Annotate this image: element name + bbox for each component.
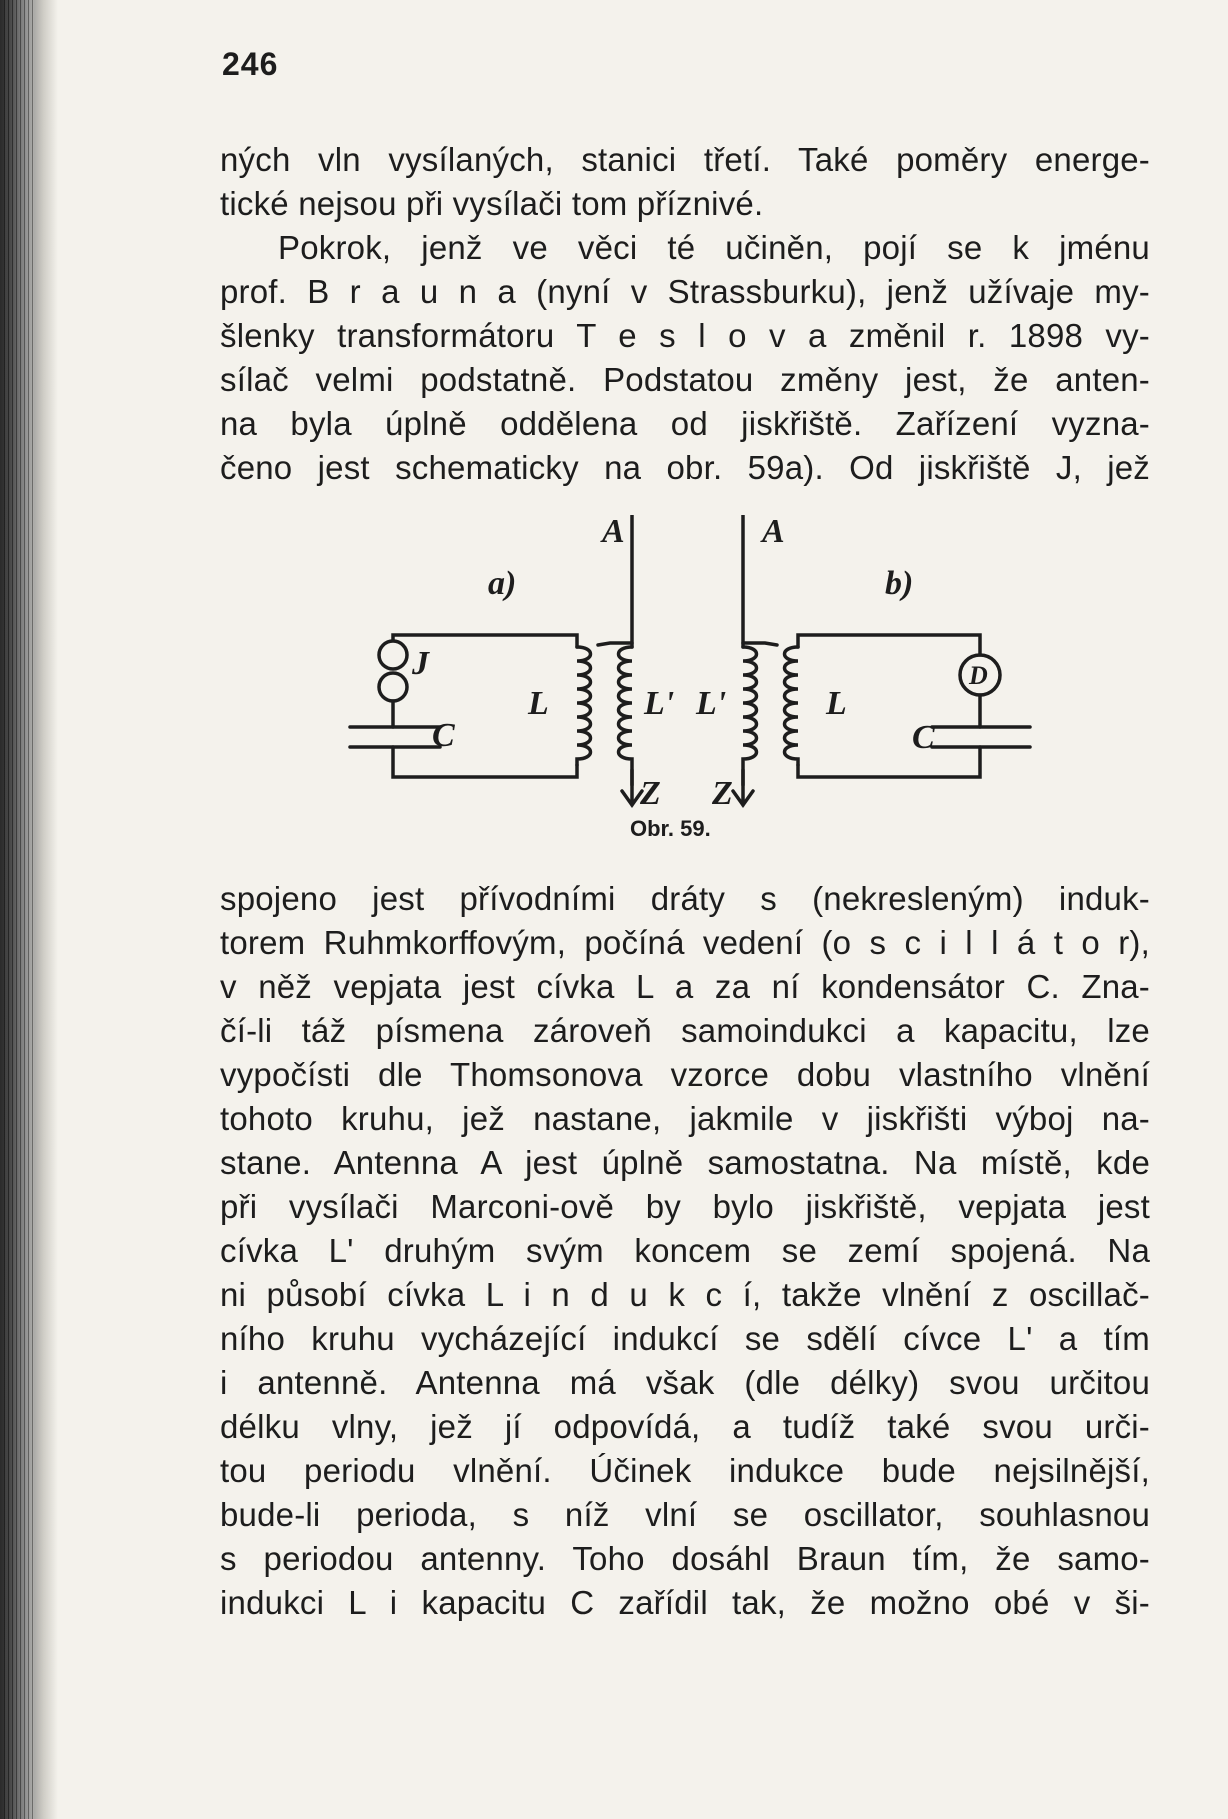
text-line: ných vln vysílaných, stanici třetí. Také poměry energe- [220,141,1150,178]
text-line: vypočísti dle Thomsonova vzorce dobu vlastního vlnění [220,1056,1150,1093]
text-line: prof. B r a u n a (nyní v Strassburku), jenž užívaje my- [220,273,1150,310]
text-line: stane. Antenna A jest úplně samostatna. Na místě, kde [220,1144,1150,1181]
coil-left-label: L [528,685,549,722]
text-line: čí-li táž písmena zároveň samoindukci a kapacitu, lze [220,1012,1150,1049]
text-line: při vysílači Marconi-ově by bylo jiskřiště, vepjata jest [220,1188,1150,1225]
spark-gap-ball-lower [379,673,407,701]
ground-left-arrow [622,770,642,805]
text-line: šlenky transformátoru T e s l o v a změnil r. 1898 vy- [220,317,1150,354]
text-line: Pokrok, jenž ve věci té učiněn, pojí se k jménu [278,229,1150,266]
circuit-diagram [340,515,1040,815]
text-line: indukci L i kapacitu C zařídil tak, že možno obé v ši- [220,1584,1150,1621]
text-line: s periodou antenny. Toho dosáhl Braun tím, že samo- [220,1540,1150,1577]
figure-label-b: b) [885,565,914,602]
figure-label-a: a) [488,565,517,602]
capacitor-right-label: C [912,719,935,756]
detector-label: D [969,661,988,690]
antenna-left-label: A [602,513,625,550]
text-line: ního kruhu vycházející indukcí se sdělí cívce L' a tím [220,1320,1150,1357]
ground-left-label: Z [640,775,661,812]
text-line: cívka L' druhým svým koncem se zemí spojená. Na [220,1232,1150,1269]
text-line: čeno jest schematicky na obr. 59a). Od jiskřiště J, jež [220,449,1150,486]
book-spine-shadow [0,0,58,1819]
text-line: ni působí cívka L i n d u k c í, takže vlnění z oscillač- [220,1276,1150,1313]
right-circuit-top-wire [798,635,980,655]
primary-coil-left [577,647,591,765]
coil-right-secondary-label: L' [696,685,727,722]
coil-left-secondary-label: L' [644,685,675,722]
antenna-right-label: A [762,513,785,550]
antenna-left-tick [598,643,632,645]
text-line: tohoto kruhu, jež nastane, jakmile v jiskřišti výboj na- [220,1100,1150,1137]
text-line: spojeno jest přívodními dráty s (nekresleným) induk- [220,880,1150,917]
spark-gap-label: J [412,645,429,682]
page-edges [4,0,34,1819]
ground-right-arrow [733,770,753,805]
figure-caption: Obr. 59. [630,816,711,841]
text-line: bude-li perioda, s níž vlní se oscillator, souhlasnou [220,1496,1150,1533]
secondary-coil-left [619,647,633,785]
page-number: 246 [222,46,279,82]
text-line: tou periodu vlnění. Účinek indukce bude nejsilnější, [220,1452,1150,1489]
right-circuit-bottom-wire [798,747,980,777]
primary-coil-right [785,647,799,765]
spark-gap-ball-upper [379,641,407,669]
text-line: délku vlny, jež jí odpovídá, a tudíž také svou urči- [220,1408,1150,1445]
text-line: tické nejsou při vysílači tom příznivé. [220,185,764,222]
secondary-coil-right [743,647,757,785]
circuit-diagram-figure [340,515,1040,845]
text-line: na byla úplně oddělena od jiskřiště. Zařízení vyzna- [220,405,1150,442]
text-line: i antenně. Antenna má však (dle délky) svou určitou [220,1364,1150,1401]
text-line: v něž vepjata jest cívka L a za ní kondensátor C. Zna- [220,968,1150,1005]
text-line: torem Ruhmkorffovým, počíná vedení (o s c i l l á t o r), [220,924,1150,961]
coil-right-label: L [826,685,847,722]
ground-right-label: Z [712,775,733,812]
capacitor-left-label: C [432,717,455,754]
left-circuit-bottom-wire [393,747,577,777]
text-line: sílač velmi podstatně. Podstatou změny jest, že anten- [220,361,1150,398]
antenna-right-tick [743,643,777,645]
